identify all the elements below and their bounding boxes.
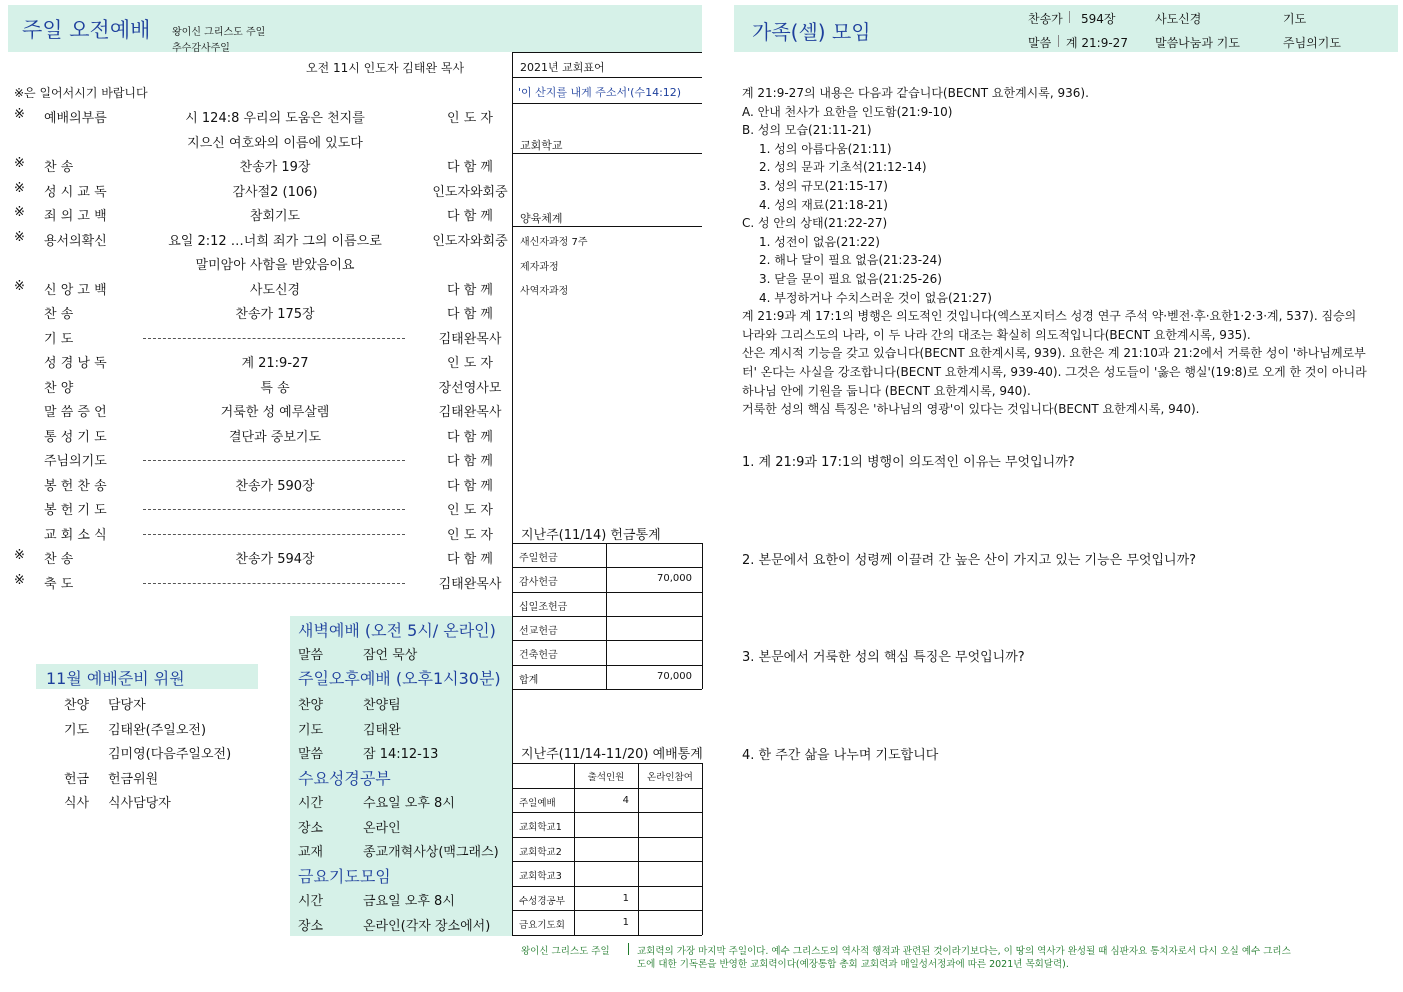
service-subtitle-2: 추수감사주일 (172, 43, 230, 54)
study-line: 터' 온다는 사실을 강조합니다(BECNT 요한계시록, 939-40). 그것은 성도들이 '옳은 행실'(19:8)로 오게 한 것이 아니라 (742, 365, 1367, 379)
item-content: 특 송 (260, 380, 290, 396)
offering-label: 십일조헌금 (519, 601, 568, 613)
question: 1. 계 21:9과 17:1의 병행이 의도적인 이유는 무엇입니까? (742, 455, 1075, 470)
item-leader: 인 도 자 (447, 503, 493, 518)
attendance-title: 지난주(11/14-11/20) 예배통계 (521, 747, 703, 762)
wed-value: 온라인 (363, 820, 401, 836)
motto-bottom (512, 103, 702, 104)
item-content: 계 21:9-27 (241, 356, 309, 371)
offering-row-line (512, 543, 702, 544)
service-subtitle-1: 왕이신 그리스도 주일 (172, 27, 266, 38)
attend-row-line (512, 788, 702, 789)
hdr-sep-1 (1069, 11, 1070, 23)
study-line: 4. 부정하거나 수치스러운 것이 없음(21:27) (759, 290, 992, 305)
hymn-label: 찬송가 (1028, 12, 1063, 26)
item-content: 찬송가 590장 (235, 478, 315, 494)
motto-label: 2021년 교회표어 (520, 61, 605, 74)
item-leader: 장선영사모 (438, 380, 502, 396)
attend-head: 출석인원 (587, 772, 625, 783)
church-motto: '이 산지를 내게 주소서'(수14:12) (518, 86, 682, 99)
dawn-key: 말씀 (298, 648, 324, 663)
offering-row-line (512, 567, 702, 568)
item-content: 사도신경 (249, 282, 301, 298)
item-name: 찬 송 (44, 307, 74, 322)
attend-row-line (512, 837, 702, 838)
item-name: 찬 송 (44, 552, 74, 567)
wed-key: 장소 (298, 820, 324, 836)
fri-title: 금요기도모임 (298, 867, 391, 886)
prep-person: 헌금위원 (108, 771, 159, 787)
offering-label: 선교헌금 (519, 625, 558, 637)
dawn-title: 새벽예배 (오전 5시/ 온라인) (298, 621, 496, 640)
wed-value: 종교개혁사상(맥그래스) (363, 845, 499, 860)
study-line: 산은 계시적 기능을 갖고 있습니다(BECNT 요한계시록, 939). 요한은 계 21:10과 21:2에서 거룩한 성이 '하나님께로부 (742, 346, 1366, 361)
attend-count: 4 (622, 794, 629, 806)
attend-right-line (702, 763, 703, 935)
question: 2. 본문에서 요한이 성령께 이끌려 간 높은 산이 가지고 있는 기능은 무엇입니까? (742, 553, 1197, 568)
study-line: 2. 해나 달이 필요 없음(21:23-24) (759, 253, 942, 268)
school-label: 교회학교 (520, 139, 563, 152)
star-mark: ※ (14, 278, 25, 294)
middle-top-border (512, 52, 702, 53)
attend-row-line (512, 861, 702, 862)
item-name: 주님의기도 (44, 454, 107, 469)
item-content: 찬송가 175장 (235, 307, 315, 322)
offering-amount: 70,000 (657, 670, 692, 682)
item-name: 죄 의 고 백 (44, 209, 107, 224)
fri-key: 시간 (298, 894, 324, 909)
study-line: 하나님 안에 기원을 둡니다 (BECNT 요한계시록, 940). (742, 383, 1031, 398)
offering-row-line (512, 689, 702, 690)
leader-line: 오전 11시 인도자 김태완 목사 (306, 61, 465, 75)
training-divider (512, 226, 702, 227)
motto-divider (512, 77, 702, 78)
attend-label: 주일예배 (519, 797, 556, 809)
offering-row-line (512, 640, 702, 641)
item-content: 참회기도 (249, 209, 301, 224)
footer-sep (628, 943, 629, 955)
prep-person: 김미영(다음주일오전) (108, 747, 232, 762)
study-line: 거룩한 성의 핵심 특징은 '하나님의 영광'이 있다는 것입니다(BECNT 요한계시록, 940). (742, 402, 1200, 417)
fri-key: 장소 (298, 918, 324, 934)
star-mark: ※ (14, 229, 25, 245)
attend-row-line (512, 763, 702, 764)
attend-label: 교회학교3 (519, 871, 562, 882)
item-leader: 다 함 께 (447, 454, 493, 469)
footer-label: 왕이신 그리스도 주일 (521, 946, 610, 957)
attend-count: 1 (622, 917, 629, 928)
lords-prayer-label: 주님의기도 (1283, 36, 1341, 50)
study-line: 계 21:9과 계 17:1의 병행은 의도적인 것입니다(엑스포지터스 성경 연구 주석 약·벧전·후·요한1·2·3·계, 537). 짐승의 (742, 309, 1357, 324)
study-line: C. 성 안의 상태(21:22-27) (742, 216, 888, 231)
study-line: 4. 성의 재료(21:18-21) (759, 197, 888, 212)
item-name: 찬 송 (44, 160, 74, 175)
item-leader: 다 함 께 (447, 160, 493, 175)
study-line: 3. 닫을 문이 필요 없음(21:25-26) (759, 272, 942, 286)
word-value: 계 21:9-27 (1066, 36, 1128, 50)
offering-col-line (606, 543, 607, 689)
cell-title: 가족(셀) 모임 (752, 20, 871, 44)
attend-col-line (638, 763, 639, 935)
prep-role: 찬양 (64, 698, 90, 713)
star-mark: ※ (14, 205, 25, 220)
offering-row-line (512, 592, 702, 593)
study-line: 1. 성의 아름다움(21:11) (759, 141, 892, 156)
item-leader: 다 함 께 (447, 307, 493, 322)
study-line: 1. 성전이 없음(21:22) (759, 234, 880, 249)
item-name: 봉 헌 찬 송 (44, 478, 107, 494)
hymn-value: 594장 (1081, 12, 1116, 26)
attend-label: 금요기도회 (519, 920, 565, 931)
item-content: 결단과 중보기도 (228, 429, 322, 445)
wed-key: 교재 (298, 845, 324, 860)
middle-left-border (512, 52, 513, 936)
item-leader: 인 도 자 (447, 111, 493, 126)
item-content: 감사절2 (106) (232, 184, 318, 200)
item-name: 봉 헌 기 도 (44, 503, 107, 518)
item-leader: 인도자와회중 (432, 233, 508, 249)
star-mark: ※ (14, 180, 25, 196)
dashed-line (143, 583, 405, 584)
attend-count: 1 (622, 892, 629, 904)
question: 3. 본문에서 거룩한 성의 핵심 특징은 무엇입니까? (742, 650, 1025, 665)
pm-key: 찬양 (298, 698, 324, 713)
star-mark: ※ (14, 548, 25, 563)
prep-role: 기도 (64, 722, 90, 738)
item-leader: 다 함 께 (447, 282, 493, 298)
footer-line-2: 도에 대한 기독론을 반영한 교회력이다(예장통합 총회 교회력과 매일성서정과에 따른 2021년 목회달력). (637, 959, 1069, 970)
dashed-line (143, 338, 405, 339)
star-mark: ※ (14, 572, 25, 588)
study-line: 2. 성의 문과 기초석(21:12-14) (759, 160, 927, 175)
training-label: 양육체계 (520, 212, 563, 225)
attend-head: 온라인참여 (647, 772, 693, 783)
item-leader: 김태완목사 (438, 576, 502, 592)
training-item: 제자과정 (520, 261, 559, 273)
item-content: 거룩한 성 예루살렘 (220, 405, 330, 420)
star-mark: ※ (14, 156, 25, 171)
prep-person: 식사담당자 (108, 796, 171, 811)
item-content: 시 124:8 우리의 도움은 천지를 (185, 111, 365, 126)
item-name: 교 회 소 식 (44, 527, 107, 543)
sharing-label: 말씀나눔과 기도 (1155, 36, 1240, 50)
hdr-sep-2 (1058, 35, 1059, 47)
wed-key: 시간 (298, 796, 324, 811)
pm-key: 기도 (298, 722, 324, 738)
item-content: 말미암아 사함을 받았음이요 (195, 258, 355, 273)
offering-label: 합계 (519, 674, 539, 686)
school-divider (512, 153, 702, 154)
prep-person: 김태완(주일오전) (108, 722, 207, 738)
wed-value: 수요일 오후 8시 (363, 796, 455, 811)
service-title: 주일 오전예배 (22, 18, 151, 42)
attend-label: 교회학교1 (519, 822, 562, 833)
prep-role: 헌금 (64, 771, 90, 787)
item-name: 축 도 (44, 576, 74, 592)
study-line: B. 성의 모습(21:11-21) (742, 123, 872, 138)
training-item: 새신자과정 7주 (520, 237, 588, 248)
pm-value: 김태완 (363, 722, 401, 738)
dawn-value: 잠언 묵상 (363, 648, 418, 663)
footer-line-1: 교회력의 가장 마지막 주일이다. 예수 그리스도의 역사적 행적과 관련된 것이라기보다는, 이 땅의 역사가 완성될 때 심판자요 통치자로서 다시 오실 예수 그리스 (637, 946, 1291, 957)
prep-person: 담당자 (108, 698, 146, 713)
pm-value: 찬양팀 (363, 698, 401, 713)
attend-row-line (512, 910, 702, 911)
attend-row-line (512, 886, 702, 887)
item-name: 성 시 교 독 (44, 184, 107, 200)
offering-label: 건축헌금 (519, 650, 558, 662)
item-leader: 김태완목사 (438, 331, 502, 347)
fri-value: 금요일 오후 8시 (363, 894, 455, 909)
study-line: A. 안내 천사가 요한을 인도함(21:9-10) (742, 104, 953, 119)
item-content: 찬송가 594장 (235, 552, 315, 567)
attend-label: 수성경공부 (519, 895, 565, 907)
dashed-line (143, 460, 405, 461)
pm-key: 말씀 (298, 747, 324, 762)
item-name: 기 도 (44, 331, 74, 347)
question: 4. 한 주간 삶을 나누며 기도합니다 (742, 748, 939, 763)
attend-row-line (512, 935, 702, 936)
dashed-line (143, 534, 405, 535)
item-content: 지으신 여호와의 이름에 있도다 (187, 135, 363, 151)
item-name: 통 성 기 도 (44, 429, 107, 445)
item-name: 찬 양 (44, 380, 74, 396)
item-name: 신 앙 고 백 (44, 282, 107, 298)
offering-right-line (702, 543, 703, 689)
item-name: 말 씀 증 언 (44, 405, 107, 420)
prep-role: 식사 (64, 796, 90, 811)
study-line: 3. 성의 규모(21:15-17) (759, 179, 888, 193)
stand-note: ※은 일어서시기 바랍니다 (14, 86, 148, 100)
study-line: 계 21:9-27의 내용은 다음과 같습니다(BECNT 요한계시록, 936). (742, 86, 1089, 100)
item-leader: 인 도 자 (447, 527, 493, 543)
pm-title: 주일오후예배 (오후1시30분) (298, 669, 501, 688)
prayer-label: 기도 (1283, 12, 1307, 26)
training-item: 사역자과정 (520, 286, 569, 297)
item-name: 용서의확신 (44, 233, 107, 249)
pm-value: 잠 14:12-13 (363, 747, 439, 762)
item-content: 찬송가 19장 (239, 160, 311, 175)
offering-label: 주일헌금 (519, 553, 558, 564)
star-mark: ※ (14, 107, 25, 122)
offering-amount: 70,000 (657, 573, 692, 585)
item-leader: 인 도 자 (447, 356, 493, 371)
creed-label: 사도신경 (1155, 12, 1202, 26)
fri-value: 온라인(각자 장소에서) (363, 918, 491, 934)
item-leader: 다 함 께 (447, 552, 493, 567)
prep-title: 11월 예배준비 위원 (46, 669, 185, 688)
item-leader: 다 함 께 (447, 209, 493, 224)
item-name: 성 경 낭 독 (44, 356, 107, 371)
item-leader: 김태완목사 (438, 405, 502, 420)
offering-label: 감사헌금 (519, 577, 558, 589)
attend-label: 교회학교2 (519, 846, 562, 858)
wed-title: 수요성경공부 (298, 769, 391, 788)
study-line: 나라와 그리스도의 나라, 이 두 나라 간의 대조는 확실히 의도적입니다(BECNT 요한계시록, 935). (742, 327, 1251, 342)
offering-row-line (512, 665, 702, 666)
offering-title: 지난주(11/14) 헌금통계 (521, 528, 661, 543)
item-content: 요일 2:12 …너희 죄가 그의 이름으로 (168, 233, 382, 249)
dashed-line (143, 509, 405, 510)
attend-col-line (574, 763, 575, 935)
item-leader: 다 함 께 (447, 478, 493, 494)
item-name: 예배의부름 (44, 111, 107, 126)
item-leader: 다 함 께 (447, 429, 493, 445)
offering-row-line (512, 616, 702, 617)
attend-row-line (512, 812, 702, 813)
item-leader: 인도자와회중 (432, 184, 508, 200)
word-label: 말씀 (1028, 36, 1052, 50)
